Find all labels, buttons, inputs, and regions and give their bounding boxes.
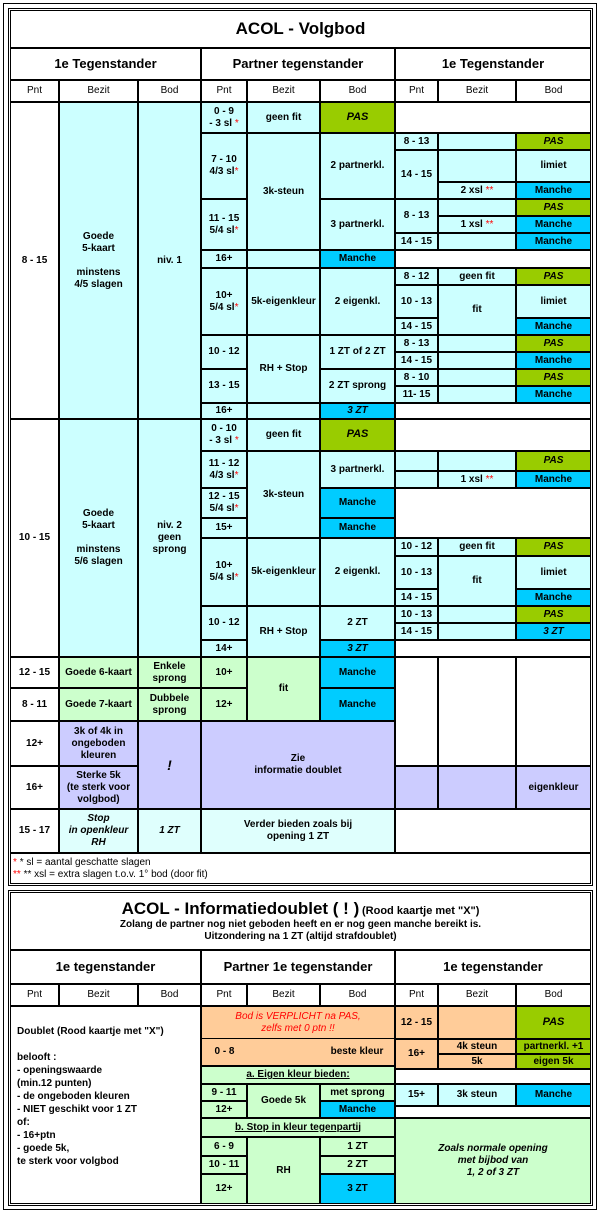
r-a2-manche: Manche [516, 182, 591, 199]
p69-1zt: 1 ZT [320, 1137, 395, 1156]
p-b6-2zt: 2 ZT [320, 606, 395, 640]
p-b2-3partnerkl: 3 partnerkl. [320, 451, 395, 488]
p-3k-steun: 3k-steun [247, 133, 320, 250]
row7k-bod: Dubbele sprong [138, 688, 201, 721]
p-r3-3partnerkl: 3 partnerkl. [320, 199, 395, 250]
r16-partnerkl: partnerkl. +1 [516, 1039, 591, 1054]
r-c2-pnt: 10 - 12 [395, 538, 438, 556]
col-bezit: Bezit [438, 80, 516, 102]
note-2 [13, 869, 208, 881]
r-a2-2xsl-val: 2 xsl [460, 184, 483, 196]
r-c0-bezit [438, 451, 516, 471]
r-a9-bezit [438, 352, 516, 369]
r-a9-pnt: 14 - 15 [395, 352, 438, 369]
p-r5-pnt-b [210, 302, 239, 314]
eigen-kleur-header [201, 1066, 395, 1084]
r-a6-pnt: 10 - 13 [395, 285, 438, 318]
r-c5-bezit [438, 606, 516, 623]
p-r4-pnt: 16+ [201, 250, 247, 268]
p-b7-3zt: 3 ZT [320, 640, 395, 657]
stop-pnt: 15 - 17 [10, 809, 59, 853]
block1-bezit: Goede 5-kaart minstens 4/5 slagen [59, 102, 138, 419]
r-a8-pnt: 8 - 13 [395, 335, 438, 352]
note-1-star: * [13, 856, 17, 868]
doublet-title: ACOL - Informatiedoublet ( ! ) [121, 898, 360, 918]
col2-pnt: Pnt [201, 984, 247, 1006]
block2-bezit: Goede 5-kaart minstens 5/6 slagen [59, 419, 138, 657]
r-a2-pnt: 14 - 15 [395, 150, 438, 199]
p-r1-pnt-b [209, 118, 238, 130]
r-c4-pnt: 14 - 15 [395, 589, 438, 606]
row7k-bezit: Goede 7-kaart [59, 688, 138, 721]
p1011-pnt: 10 - 11 [201, 1156, 247, 1174]
rh-cell: RH [247, 1137, 320, 1204]
p-r4-manche: Manche [320, 250, 395, 268]
p12-manche: Manche [320, 1101, 395, 1118]
r15-3k-steun: 3k steun [438, 1084, 516, 1106]
p911-pnt: 9 - 11 [201, 1084, 247, 1101]
p-r3-pnt-a: 11 - 15 [208, 212, 240, 224]
p-b7-pnt: 14+ [201, 640, 247, 657]
r-c1-pnt [395, 471, 438, 488]
p-r1-pnt [201, 102, 247, 133]
p-r1-star: * [234, 117, 239, 129]
p1011-2zt: 2 ZT [320, 1156, 395, 1174]
note-2-text: ** xsl = extra slagen t.o.v. 1° bod (door fit) [23, 868, 208, 880]
p69-pnt: 6 - 9 [201, 1137, 247, 1156]
p-b5-2eigenkl: 2 eigenkl. [320, 538, 395, 606]
goede-5k: Goede 5k [247, 1084, 320, 1118]
p-r3-pnt-b [210, 225, 239, 237]
col2-bod: Bod [320, 984, 395, 1006]
col-bod: Bod [516, 80, 591, 102]
r-a2-bezit [438, 150, 516, 182]
r-a2-stars: ** [485, 184, 494, 196]
r-a3-pas: PAS [516, 199, 591, 216]
p-r2-pnt-b-val: 4/3 sl [209, 166, 235, 177]
p-r8-empty [247, 403, 320, 419]
dbl2-bezit: Sterke 5k (te sterk voor volgbod) [59, 766, 138, 809]
verplicht-note: Bod is VERPLICHT na PAS, zelfs met 0 ptn !! [201, 1006, 395, 1039]
r16-pnt: 16+ [395, 1039, 438, 1069]
r2-blank1 [395, 1069, 591, 1084]
dbl1-pnt: 12+ [10, 721, 59, 766]
r1215-bezit [438, 1006, 516, 1039]
r-a8-bezit [438, 335, 516, 352]
p-b3-manche: Manche [320, 488, 395, 518]
group-1e-tegenstander-right: 1e Tegenstander [395, 48, 591, 80]
row7k-ppnt: 12+ [201, 688, 247, 721]
col2-bod: Bod [138, 984, 201, 1006]
stop-bod: 1 ZT [138, 809, 201, 853]
p-r2-star: * [234, 166, 239, 177]
p-b3-pnt-a: 12 - 15 [208, 491, 240, 502]
r-dbl2-pnt [395, 766, 438, 809]
p-b1-pnt [201, 419, 247, 451]
r-a2-limiet: limiet [516, 150, 591, 182]
p-r7-2zt-sprong: 2 ZT sprong [320, 369, 395, 403]
r-blank3 [395, 403, 591, 419]
col-pnt: Pnt [201, 80, 247, 102]
footnotes [10, 853, 591, 884]
r-dbl2-bezit [438, 766, 516, 809]
doublet-title-box [10, 892, 591, 950]
p-r6-pnt: 10 - 12 [201, 335, 247, 369]
group-1e-tegenstander-left: 1e Tegenstander [10, 48, 201, 80]
p-r5-pnt [201, 268, 247, 335]
p-r7-pnt: 13 - 15 [201, 369, 247, 403]
r-a6-limiet: limiet [516, 285, 591, 318]
col-bezit: Bezit [59, 80, 138, 102]
r-a3-1xsl [438, 216, 516, 233]
doublet-title-extra: (Rood kaartje met "X") [362, 904, 480, 917]
r15-manche: Manche [516, 1084, 591, 1106]
p-b2-pnt-b [210, 470, 239, 482]
r-a5-geenfit: geen fit [438, 268, 516, 285]
col-bod: Bod [138, 80, 201, 102]
p-r3-pnt [201, 199, 247, 250]
r-a3-pnt: 8 - 13 [395, 199, 438, 233]
r-stop-blank [395, 809, 591, 853]
r-a4-pnt: 14 - 15 [395, 233, 438, 250]
r16-eigen5k: eigen 5k [516, 1054, 591, 1069]
p-r8-pnt: 16+ [201, 403, 247, 419]
col2-bezit: Bezit [59, 984, 138, 1006]
r-c1-manche: Manche [516, 471, 591, 488]
r-a10-pas: PAS [516, 369, 591, 386]
r-a8-pas: PAS [516, 335, 591, 352]
r-a1-bezit [438, 133, 516, 150]
doublet-sub1: Zolang de partner nog niet geboden heeft en er nog geen manche bereikt is. [119, 919, 482, 931]
p-r3-star: * [234, 224, 239, 236]
row6k-pnt: 12 - 15 [10, 657, 59, 688]
r-blank4 [395, 419, 591, 451]
p-b1-pnt-b-val: - 3 sl [209, 435, 233, 446]
r-a7-manche: Manche [516, 318, 591, 335]
p-b3-pnt [201, 488, 247, 518]
r15-pnt: 15+ [395, 1084, 438, 1106]
r-a7-pnt: 14 - 15 [395, 318, 438, 335]
p-b3-pnt-b-val: 5/4 sl [209, 503, 235, 514]
r1215-pnt: 12 - 15 [395, 1006, 438, 1039]
p-r2-2partnerkl: 2 partnerkl. [320, 133, 395, 199]
block2-bod: niv. 2 geen sprong [138, 419, 201, 657]
r-a3-manche: Manche [516, 216, 591, 233]
r-a3-stars: ** [485, 218, 494, 230]
p-r5-pnt-a: 10+ [215, 289, 233, 301]
r-a3-1xsl-val: 1 xsl [460, 218, 483, 230]
p-b5-pnt-b [210, 572, 239, 584]
p-b5-pnt-a: 10+ [215, 560, 233, 571]
doublet-sub2: Uitzondering na 1 ZT (altijd strafdoublet) [204, 931, 397, 943]
p-r1-pnt-a: 0 - 9 [213, 105, 234, 117]
p-r4-empty [247, 250, 320, 268]
group-partner-tegenstander: Partner tegenstander [201, 48, 395, 80]
r-a3-bezit-top [438, 199, 516, 216]
p-b1-pas: PAS [320, 419, 395, 451]
p-r2-pnt [201, 133, 247, 199]
r-c2-geenfit: geen fit [438, 538, 516, 556]
group2-partner-1e-tegenstander: Partner 1e tegenstander [201, 950, 395, 984]
p-b2-star: * [234, 469, 239, 481]
r-dbl2-eigenkleur: eigenkleur [516, 766, 591, 809]
dbl2-pnt: 16+ [10, 766, 59, 809]
p-b5-pnt [201, 538, 247, 606]
p-b2-pnt [201, 451, 247, 488]
p-r5-star: * [234, 301, 239, 313]
p-b3-pnt-b [210, 503, 239, 515]
r-blank7c [516, 657, 591, 766]
p12b-pnt: 12+ [201, 1174, 247, 1204]
doublet-description: Doublet (Rood kaartje met "X") belooft : - openingswaarde (min.12 punten) - de ongeboden kleuren - NIET geschikt voor 1 ZT of: - 16+ptn - goede 5k, te sterk voor volgbod [10, 1006, 201, 1204]
r-c3-fit: fit [438, 556, 516, 606]
volgbod-title: ACOL - Volgbod [10, 10, 591, 48]
doublet-title-line [122, 899, 480, 919]
col2-bezit: Bezit [247, 984, 320, 1006]
row6k-bezit: Goede 6-kaart [59, 657, 138, 688]
met-sprong: met sprong [320, 1084, 395, 1101]
r-a4-bezit [438, 233, 516, 250]
r-c0-pas: PAS [516, 451, 591, 471]
col2-pnt: Pnt [395, 984, 438, 1006]
p-b1-star: * [234, 435, 239, 446]
r-blank7a [395, 657, 438, 766]
col-pnt: Pnt [10, 80, 59, 102]
row7k-manche: Manche [320, 688, 395, 721]
group2-1e-tegenstander-left: 1e tegenstander [10, 950, 201, 984]
r-c1-1xsl [438, 471, 516, 488]
row6k-ppnt: 10+ [201, 657, 247, 688]
r16-5k: 5k [438, 1054, 516, 1069]
p-r1-pas: PAS [320, 102, 395, 133]
p-b6-pnt: 10 - 12 [201, 606, 247, 640]
col2-bod: Bod [516, 984, 591, 1006]
p-r5-eigenkleur: 5k-eigenkleur [247, 268, 320, 335]
r-c4-manche: Manche [516, 589, 591, 606]
p-b4-manche: Manche [320, 518, 395, 538]
p-r5-2eigenkl: 2 eigenkl. [320, 268, 395, 335]
p-b5-star: * [234, 572, 239, 583]
r-c0-pnt [395, 451, 438, 471]
r-a11-pnt: 11- 15 [395, 386, 438, 403]
p-b1-pnt-b [209, 435, 238, 447]
r-a1-pnt: 8 - 13 [395, 133, 438, 150]
block1-pnt: 8 - 15 [10, 102, 59, 419]
col-pnt: Pnt [395, 80, 438, 102]
r-c5-pas: PAS [516, 606, 591, 623]
col-bod: Bod [320, 80, 395, 102]
dbl1-bezit: 3k of 4k in ongeboden kleuren [59, 721, 138, 766]
r-blank2 [395, 250, 591, 268]
row6k-bod: Enkele sprong [138, 657, 201, 688]
note-1-text: * sl = aantal geschatte slagen [19, 856, 151, 868]
r-a6-fit: fit [438, 285, 516, 335]
block1-bod: niv. 1 [138, 102, 201, 419]
stop-kleur-header [201, 1118, 395, 1137]
r-c3-pnt: 10 - 13 [395, 556, 438, 589]
dbl-zie-info: Zie informatie doublet [201, 721, 395, 809]
col-bezit: Bezit [247, 80, 320, 102]
p-b-rh-stop: RH + Stop [247, 606, 320, 657]
dbl-exclamation: ! [138, 721, 201, 809]
p-r1-pnt-b-val: - 3 sl [209, 117, 233, 129]
r1215-pas: PAS [516, 1006, 591, 1039]
col2-pnt: Pnt [10, 984, 59, 1006]
p-b1-geenfit: geen fit [247, 419, 320, 451]
p12b-3zt: 3 ZT [320, 1174, 395, 1204]
p-r5-pnt-b-val: 5/4 sl [209, 301, 235, 313]
p-r2-pnt-a: 7 - 10 [211, 154, 237, 165]
p-b2-pnt-a: 11 - 12 [208, 457, 240, 469]
row6k-manche: Manche [320, 657, 395, 688]
r-a4-manche: Manche [516, 233, 591, 250]
r-c6-3zt: 3 ZT [516, 623, 591, 640]
r-blank1 [395, 102, 591, 133]
p-b5-pnt-b-val: 5/4 sl [209, 572, 235, 583]
r-blank5 [395, 488, 591, 538]
col2-bezit: Bezit [438, 984, 516, 1006]
r-c5-pnt: 10 - 13 [395, 606, 438, 623]
group2-1e-tegenstander-right: 1e tegenstander [395, 950, 591, 984]
p08-pnt: 0 - 8 [201, 1039, 247, 1066]
note-2-star: ** [13, 868, 21, 880]
r16-4k-steun: 4k steun [438, 1039, 516, 1054]
r-c6-bezit [438, 623, 516, 640]
p-b4-pnt: 15+ [201, 518, 247, 538]
zoals-normale-opening: Zoals normale opening met bijbod van 1, 2 of 3 ZT [395, 1118, 591, 1204]
r-a11-manche: Manche [516, 386, 591, 403]
block2-pnt: 10 - 15 [10, 419, 59, 657]
r-c3-limiet: limiet [516, 556, 591, 589]
stop-bezit: Stop in openkleur RH [59, 809, 138, 853]
p-r8-3zt: 3 ZT [320, 403, 395, 419]
r-blank7b [438, 657, 516, 766]
stop-partner: Verder bieden zoals bij opening 1 ZT [201, 809, 395, 853]
r-c6-pnt: 14 - 15 [395, 623, 438, 640]
p08-beste-kleur: beste kleur [320, 1039, 395, 1066]
r-c2-pas: PAS [516, 538, 591, 556]
r-a2-2xsl [438, 182, 516, 199]
r2-blank2 [395, 1106, 591, 1118]
r-c1-1xsl-val: 1 xsl [460, 473, 483, 485]
r-a1-pas: PAS [516, 133, 591, 150]
r-a5-pas: PAS [516, 268, 591, 285]
p-b2-pnt-b-val: 4/3 sl [209, 469, 235, 481]
p-r6-1zt2zt: 1 ZT of 2 ZT [320, 335, 395, 369]
row7k-pnt: 8 - 11 [10, 688, 59, 721]
r-a9-manche: Manche [516, 352, 591, 369]
p08-blank [247, 1039, 320, 1066]
p12-pnt: 12+ [201, 1101, 247, 1118]
stop-kleur-header-text: b. Stop in kleur tegenpartij [234, 1121, 362, 1133]
p-b-3k-steun: 3k-steun [247, 451, 320, 538]
r-a11-bezit [438, 386, 516, 403]
p-r2-pnt-b [210, 166, 239, 178]
p-r1-geenfit: geen fit [247, 102, 320, 133]
r-a10-pnt: 8 - 10 [395, 369, 438, 386]
row67-fit: fit [247, 657, 320, 721]
note-1 [13, 857, 151, 869]
p-rh-stop: RH + Stop [247, 335, 320, 403]
r-c1-stars: ** [485, 473, 494, 485]
r-a5-pnt: 8 - 12 [395, 268, 438, 285]
p-r3-pnt-b-val: 5/4 sl [209, 224, 235, 236]
r-a10-bezit [438, 369, 516, 386]
r-blank6 [395, 640, 591, 657]
eigen-kleur-header-text: a. Eigen kleur bieden: [246, 1069, 350, 1080]
p-b3-star: * [234, 503, 239, 514]
p-b5-eigenkleur: 5k-eigenkleur [247, 538, 320, 606]
p-b1-pnt-a: 0 - 10 [211, 423, 237, 434]
